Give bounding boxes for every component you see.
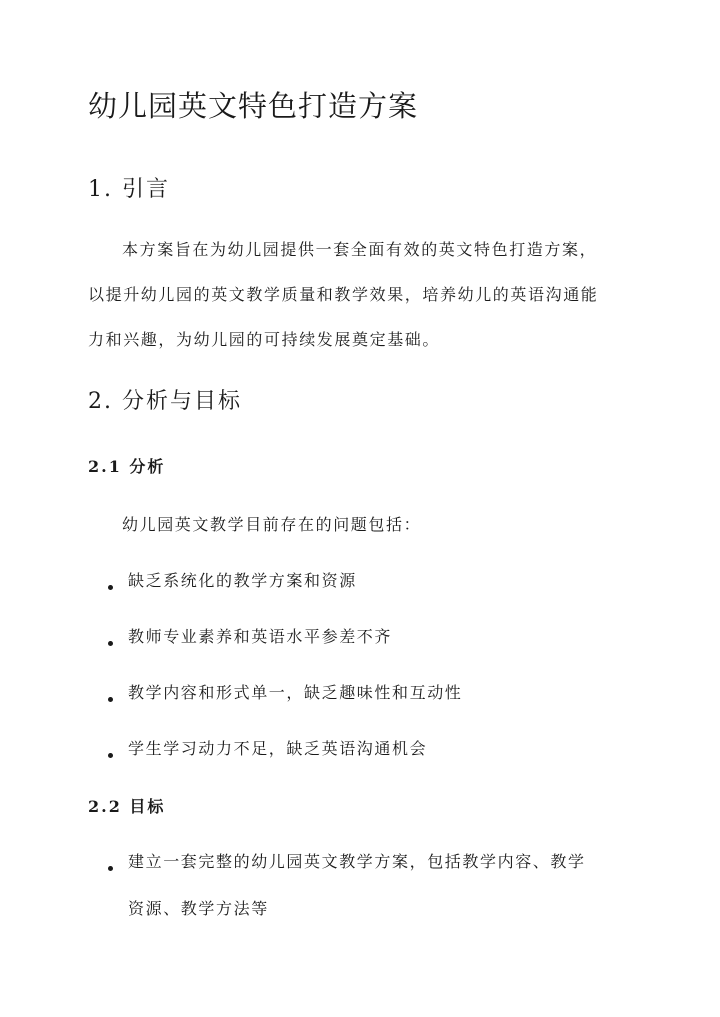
bullet-dot <box>108 641 113 646</box>
subsection-heading-goals: 2.2 目标 <box>88 797 166 816</box>
goals-bullet-1-line-1: 建立一套完整的幼儿园英文教学方案，包括教学内容、教学 <box>128 852 586 871</box>
analysis-bullet-1: 缺乏系统化的教学方案和资源 <box>128 571 357 590</box>
intro-paragraph-line-2: 以提升幼儿园的英文教学质量和教学效果，培养幼儿的英语沟通能 <box>88 285 599 304</box>
analysis-bullet-2: 教师专业素养和英语水平参差不齐 <box>128 627 393 646</box>
bullet-dot <box>108 697 113 702</box>
goals-bullet-1-line-2: 资源、教学方法等 <box>128 899 269 918</box>
document-title: 幼儿园英文特色打造方案 <box>88 89 419 123</box>
intro-paragraph-line-3: 力和兴趣，为幼儿园的可持续发展奠定基础。 <box>88 330 441 349</box>
analysis-intro-text: 幼儿园英文教学目前存在的问题包括： <box>122 515 422 534</box>
analysis-bullet-4: 学生学习动力不足，缺乏英语沟通机会 <box>128 739 428 758</box>
bullet-dot <box>108 585 113 590</box>
section-heading-analysis-goals: 2. 分析与目标 <box>88 389 242 414</box>
bullet-dot <box>108 866 113 871</box>
bullet-dot <box>108 753 113 758</box>
section-heading-introduction: 1. 引言 <box>88 177 170 202</box>
intro-paragraph-line-1: 本方案旨在为幼儿园提供一套全面有效的英文特色打造方案， <box>122 240 598 259</box>
subsection-heading-analysis: 2.1 分析 <box>88 457 166 476</box>
analysis-bullet-3: 教学内容和形式单一，缺乏趣味性和互动性 <box>128 683 463 702</box>
